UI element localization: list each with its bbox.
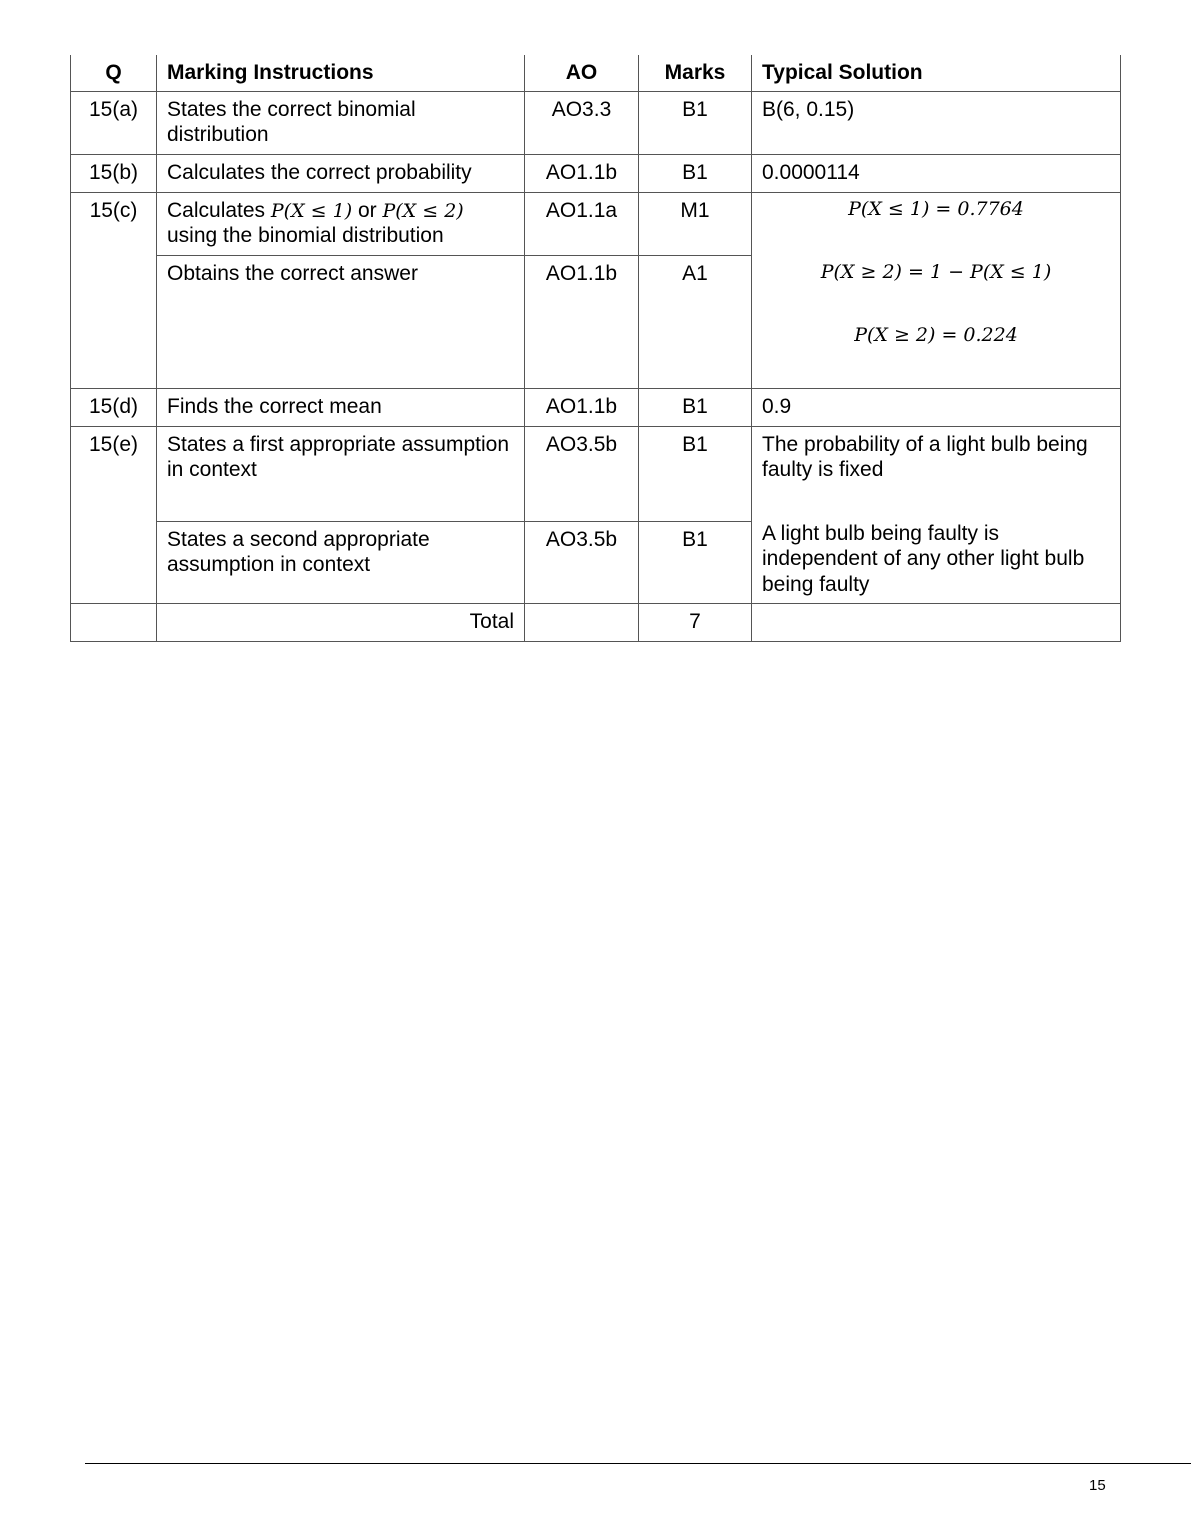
table-row (71, 193, 1121, 256)
mark-code: B1 (639, 92, 752, 155)
solution-line: P(X ≤ 1) = 0.7764 (848, 198, 1024, 221)
typical-solution (752, 427, 1121, 604)
mark-code: B1 (639, 427, 752, 522)
mark-code: B1 (639, 155, 752, 193)
table-row (71, 427, 1121, 522)
question-number: 15(c) (71, 193, 157, 389)
total-marks: 7 (639, 604, 752, 642)
footer-divider (85, 1463, 1191, 1464)
empty-cell (752, 604, 1121, 642)
mark-code: B1 (639, 389, 752, 427)
solution-paragraph: The probability of a light bulb being faulty is fixed (762, 433, 1088, 482)
typical-solution: B(6, 0.15) (752, 92, 1121, 155)
mark-scheme-table (70, 55, 1121, 642)
solution-math (762, 198, 1110, 347)
assessment-objective: AO1.1b (525, 389, 639, 427)
question-number: 15(e) (71, 427, 157, 604)
empty-cell (71, 604, 157, 642)
header-marking-instructions: Marking Instructions (157, 55, 525, 92)
assessment-objective: AO3.5b (525, 427, 639, 522)
math-expression: P(X ≤ 1) (270, 200, 353, 223)
header-ao: AO (525, 55, 639, 92)
assessment-objective: AO1.1b (525, 155, 639, 193)
question-number: 15(a) (71, 92, 157, 155)
marking-instruction: Obtains the correct answer (157, 256, 525, 389)
header-q: Q (71, 55, 157, 92)
solution-line: P(X ≥ 2) = 0.224 (854, 324, 1018, 347)
assessment-objective: AO1.1b (525, 256, 639, 389)
mark-code: B1 (639, 522, 752, 604)
math-expression: P(X ≤ 2) (382, 200, 464, 223)
table-row (71, 92, 1121, 155)
empty-cell (525, 604, 639, 642)
typical-solution (752, 193, 1121, 389)
marking-instruction: Finds the correct mean (157, 389, 525, 427)
instruction-text: using the binomial distribution (167, 224, 444, 248)
typical-solution: 0.9 (752, 389, 1121, 427)
assessment-objective: AO3.5b (525, 522, 639, 604)
total-label: Total (157, 604, 525, 642)
mark-code: M1 (639, 193, 752, 256)
question-number: 15(b) (71, 155, 157, 193)
table-row (71, 389, 1121, 427)
marking-instruction: States a second appropriate assumption in context (157, 522, 525, 604)
instruction-text: Calculates (167, 199, 271, 223)
question-number: 15(d) (71, 389, 157, 427)
header-row (71, 55, 1121, 92)
solution-line: P(X ≥ 2) = 1 − P(X ≤ 1) (820, 261, 1052, 284)
header-typical-solution: Typical Solution (752, 55, 1121, 92)
instruction-text: or (352, 199, 383, 223)
marking-instruction: States the correct binomial distribution (157, 92, 525, 155)
header-marks: Marks (639, 55, 752, 92)
marking-instruction (157, 193, 525, 256)
solution-paragraph: A light bulb being faulty is independent of any other light bulb being faulty (762, 522, 1085, 596)
marking-instruction: Calculates the correct probability (157, 155, 525, 193)
mark-code: A1 (639, 256, 752, 389)
typical-solution: 0.0000114 (752, 155, 1121, 193)
marking-instruction: States a first appropriate assumption in context (157, 427, 525, 522)
assessment-objective: AO3.3 (525, 92, 639, 155)
page-number: 15 (1089, 1477, 1106, 1494)
total-row (71, 604, 1121, 642)
assessment-objective: AO1.1a (525, 193, 639, 256)
table-row (71, 155, 1121, 193)
